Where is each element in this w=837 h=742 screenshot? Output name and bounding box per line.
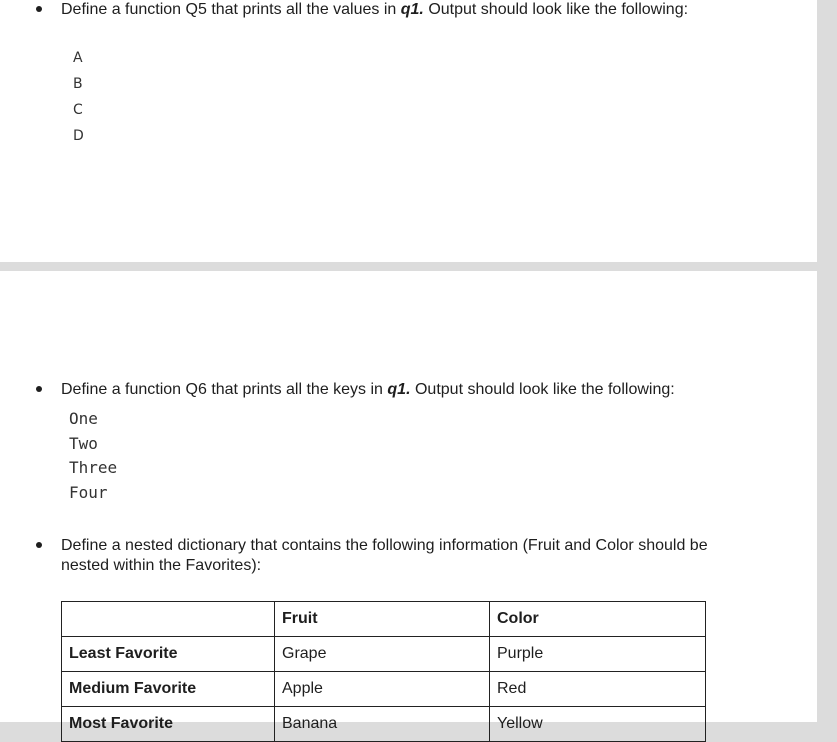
table-cell: Banana [275, 707, 490, 742]
q6-variable: q1. [387, 381, 411, 398]
bullet-dot [36, 542, 42, 548]
table-cell: Apple [275, 672, 490, 707]
q7-bullet-item [36, 536, 716, 576]
document-page-1 [0, 0, 817, 262]
table-cell: Red [490, 672, 706, 707]
table-header-cell: Color [490, 602, 706, 637]
q6-output-line: Two [69, 433, 98, 453]
q5-output-block [73, 45, 84, 149]
q7-instruction: Define a nested dictionary that contains the following information (Fruit and Color should be nested within the Favorites): [61, 537, 708, 574]
q5-output-line: A [73, 50, 83, 66]
q6-bullet-item [36, 380, 716, 400]
table-row [62, 637, 706, 672]
table-row [62, 672, 706, 707]
q6-text-after: Output should look like the following: [410, 381, 675, 398]
q5-text-before: Define a function Q5 that prints all the values in [61, 1, 401, 18]
q5-output-line: C [73, 102, 83, 118]
table-header-cell: Fruit [275, 602, 490, 637]
q6-output-line: Three [69, 458, 118, 477]
q5-instruction [61, 0, 716, 20]
q5-output-line: B [73, 76, 83, 92]
bullet-dot [36, 6, 42, 12]
q6-instruction [61, 380, 716, 400]
table-row [62, 707, 706, 742]
table-cell: Grape [275, 637, 490, 672]
favorites-table [61, 601, 706, 742]
bullet-dot [36, 386, 42, 392]
table-row-label: Most Favorite [62, 707, 275, 742]
q6-output-line: Four [69, 482, 108, 502]
table-cell: Yellow [490, 707, 706, 742]
q5-variable: q1. [400, 1, 424, 18]
table-header-cell [62, 602, 275, 637]
q6-output-line: One [69, 409, 98, 428]
q5-text-after: Output should look like the following: [423, 1, 689, 18]
q5-bullet-item [36, 0, 716, 20]
q6-text-before: Define a function Q6 that prints all the keys in [61, 381, 388, 398]
table-row-label: Least Favorite [62, 637, 275, 672]
q5-output-line: D [73, 128, 84, 144]
document-page-2 [0, 271, 817, 732]
table-row-label: Medium Favorite [62, 672, 275, 707]
table-cell: Purple [490, 637, 706, 672]
table-header-row [62, 602, 706, 637]
q6-output-block [69, 407, 117, 505]
